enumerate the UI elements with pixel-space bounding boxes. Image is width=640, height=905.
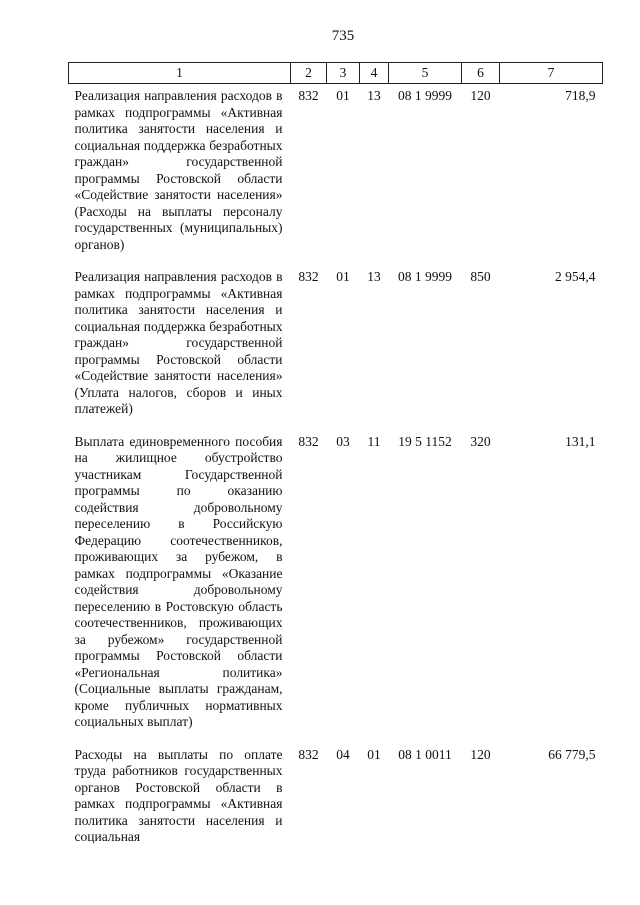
row-ministry-code: 832 <box>298 269 319 284</box>
row-amount: 131,1 <box>565 433 596 449</box>
row-ministry-code: 832 <box>298 433 319 449</box>
header-col-4: 4 <box>360 63 389 84</box>
header-col-5: 5 <box>389 63 462 84</box>
table-row <box>69 743 603 858</box>
row-subsection-code: 01 <box>367 746 381 762</box>
row-amount: 2 954,4 <box>555 269 596 284</box>
row-target-code: 08 1 9999 <box>398 269 452 284</box>
header-col-3: 3 <box>327 63 360 84</box>
row-ministry-code: 832 <box>298 88 319 103</box>
row-amount: 66 779,5 <box>548 746 596 762</box>
row-section-code: 01 <box>336 88 350 103</box>
row-target-code: 08 1 0011 <box>398 746 452 762</box>
row-description: Выплата единовременного пособия на жилищное обустройство участникам Государственной программы по оказанию содействия добровольному переселению в Российскую Федерацию соотечественников, проживающих за рубежом, в рамках подпрограммы «Оказание содействия добровольному переселению в Ростовскую область соотечественников, проживающих за рубежом» государственной программы Ростовской области «Региональная политика» (Социальные выплаты гражданам, кроме публичных нормативных социальных выплат) <box>74 433 283 729</box>
row-section-code: 03 <box>336 433 350 449</box>
row-target-code: 08 1 9999 <box>398 88 452 103</box>
header-col-2: 2 <box>291 63 327 84</box>
row-subsection-code: 13 <box>367 269 381 284</box>
table-row <box>69 84 603 266</box>
row-expense-type-code: 120 <box>470 746 491 762</box>
row-ministry-code: 832 <box>298 746 319 762</box>
row-expense-type-code: 850 <box>470 269 491 284</box>
row-description: Реализация направления расходов в рамках подпрограммы «Активная политика занятости населения и социальная поддержка безработных граждан» государственной программы Ростовской области «Содействие занятости населения» (Расходы на выплаты персоналу государственных (муниципальных) органов) <box>74 88 283 252</box>
table-row <box>69 430 603 743</box>
table-header <box>69 63 603 84</box>
row-expense-type-code: 120 <box>470 88 491 103</box>
row-expense-type-code: 320 <box>470 433 491 449</box>
table-body <box>69 84 603 858</box>
row-section-code: 04 <box>336 746 350 762</box>
row-description: Реализация направления расходов в рамках подпрограммы «Активная политика занятости населения и социальная поддержка безработных граждан» государственной программы Ростовской области «Содействие занятости населения» (Уплата налогов, сборов и иных платежей) <box>74 269 283 416</box>
row-subsection-code: 13 <box>367 88 381 103</box>
row-description: Расходы на выплаты по оплате труда работников государственных органов Ростовской области в рамках подпрограммы «Активная политика занятости населения и социальная <box>74 746 283 844</box>
row-amount: 718,9 <box>565 88 596 103</box>
budget-table <box>68 62 603 858</box>
header-col-1: 1 <box>69 63 291 84</box>
row-target-code: 19 5 1152 <box>398 433 452 449</box>
table-row <box>69 265 603 430</box>
row-subsection-code: 11 <box>367 433 381 449</box>
header-col-7: 7 <box>500 63 603 84</box>
page-number: 735 <box>331 28 355 44</box>
header-row <box>69 63 603 84</box>
row-section-code: 01 <box>336 269 350 284</box>
header-col-6: 6 <box>462 63 500 84</box>
